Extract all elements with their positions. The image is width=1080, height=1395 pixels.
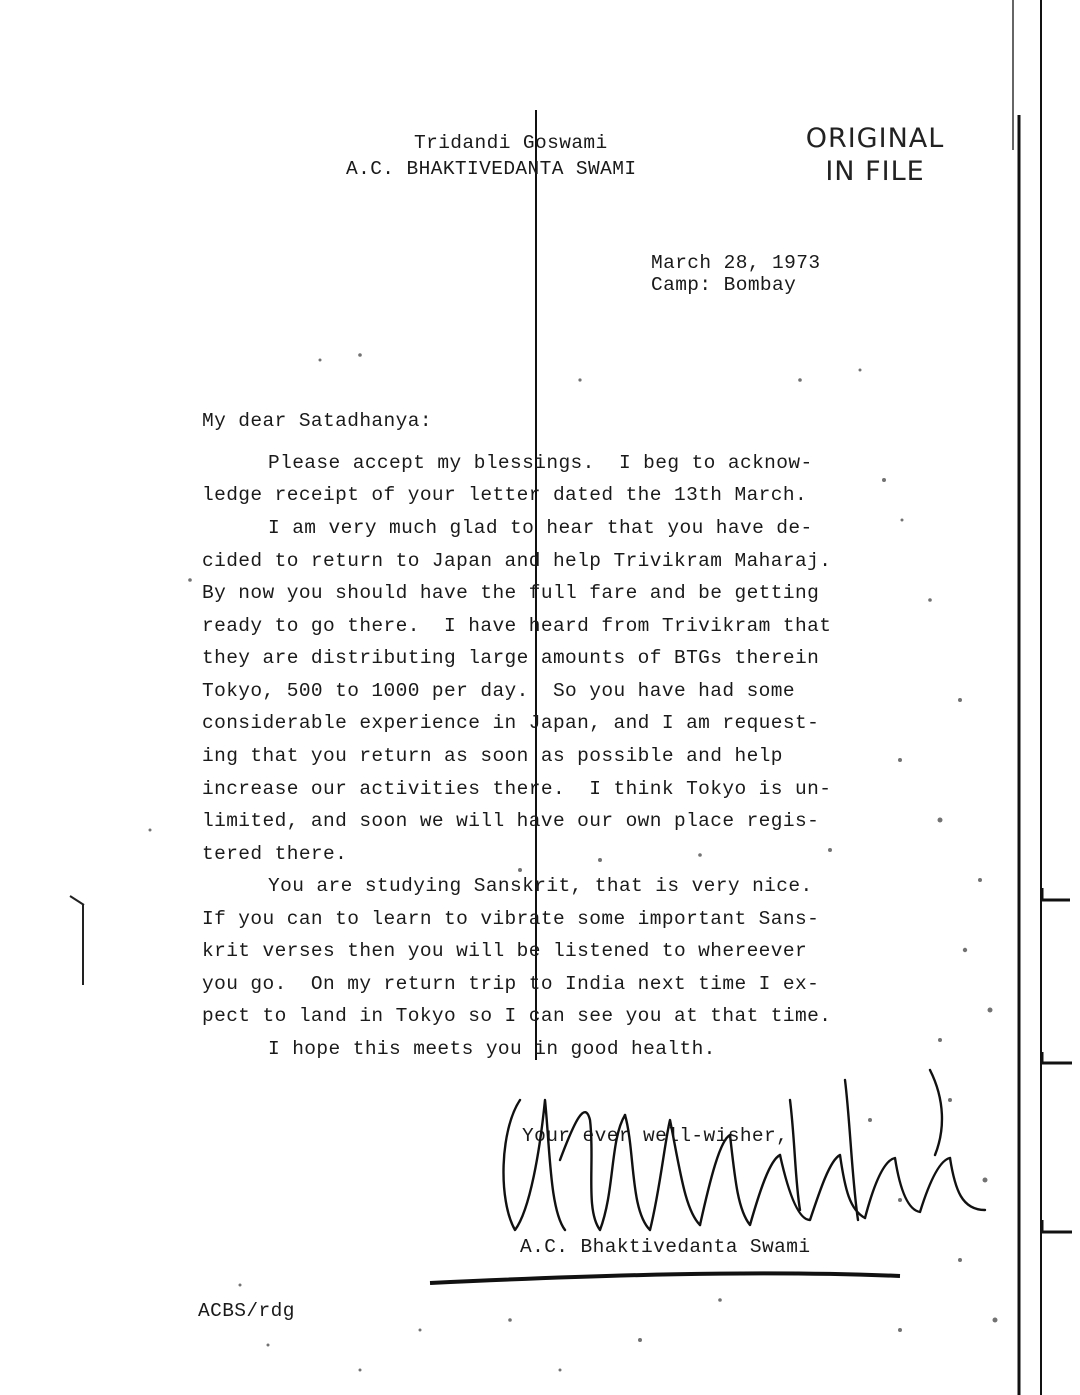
body-line: krit verses then you will be listened to whereever — [202, 940, 808, 962]
body-line: By now you should have the full fare and be getting — [202, 582, 820, 604]
body-line: increase our activities there. I think Tokyo is un- — [202, 778, 832, 800]
stamp-line-2: IN FILE — [825, 156, 925, 187]
original-in-file-stamp — [800, 122, 950, 188]
closing: Your ever well-wisher, — [522, 1125, 789, 1147]
letter-place: Camp: Bombay — [651, 274, 797, 296]
handwritten-signature — [490, 1060, 1000, 1250]
body-line: they are distributing large amounts of BTGs therein — [202, 647, 820, 669]
body-line: ing that you return as soon as possible and help — [202, 745, 783, 767]
signature-name: A.C. Bhaktivedanta Swami — [520, 1236, 811, 1258]
body-line: I hope this meets you in good health. — [268, 1038, 716, 1060]
body-line: ready to go there. I have heard from Trivikram that — [202, 615, 832, 637]
letter-date: March 28, 1973 — [651, 252, 821, 274]
body-line: tered there. — [202, 843, 348, 865]
body-line: You are studying Sanskrit, that is very nice. — [268, 875, 813, 897]
stamp-line-1: ORIGINAL — [805, 123, 945, 154]
body-line: If you can to learn to vibrate some important Sans- — [202, 908, 820, 930]
body-line: I am very much glad to hear that you have de- — [268, 517, 813, 539]
letterhead-line-2: A.C. BHAKTIVEDANTA SWAMI — [346, 158, 637, 180]
body-line: considerable experience in Japan, and I am request- — [202, 712, 820, 734]
body-line: you go. On my return trip to India next time I ex- — [202, 973, 820, 995]
body-line: pect to land in Tokyo so I can see you at that time. — [202, 1005, 832, 1027]
reference-initials: ACBS/rdg — [198, 1300, 295, 1322]
salutation: My dear Satadhanya: — [202, 410, 432, 432]
body-line: Please accept my blessings. I beg to acknow- — [268, 452, 813, 474]
body-line: Tokyo, 500 to 1000 per day. So you have had some — [202, 680, 795, 702]
body-line: ledge receipt of your letter dated the 13th March. — [202, 484, 808, 506]
body-line: cided to return to Japan and help Trivikram Maharaj. — [202, 550, 832, 572]
body-line: limited, and soon we will have our own place regis- — [202, 810, 820, 832]
letterhead-line-1: Tridandi Goswami — [414, 132, 608, 154]
